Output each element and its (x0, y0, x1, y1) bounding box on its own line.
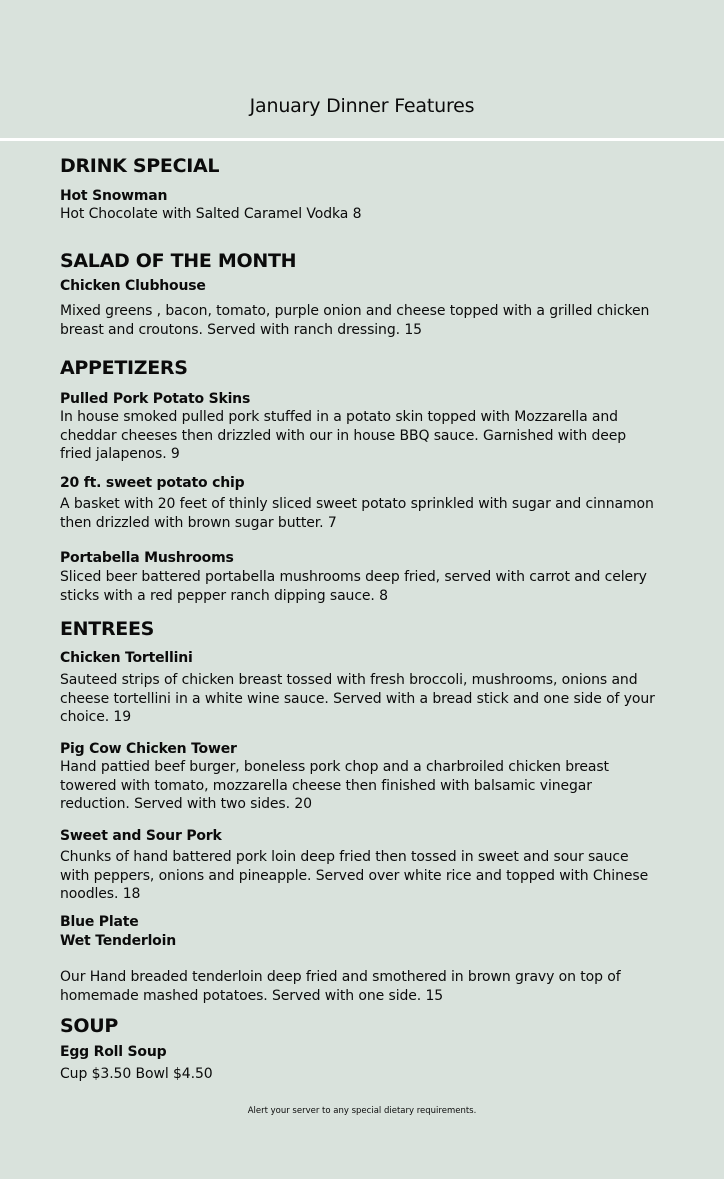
item-name-pig-cow-chicken: Pig Cow Chicken Tower (60, 741, 237, 757)
item-desc-pig-cow-chicken: Hand pattied beef burger, boneless pork chop and a charbroiled chicken breast towered with tomato, mozzarella cheese then finished with balsamic vinegar reduction. Served with two sides. 20 (60, 759, 609, 812)
item-name-chicken-clubhouse: Chicken Clubhouse (60, 278, 206, 294)
item-name-chicken-tortellini: Chicken Tortellini (60, 650, 193, 666)
menu-title: January Dinner Features (249, 95, 475, 117)
item-name-hot-snowman: Hot Snowman (60, 188, 168, 204)
item-desc-portabella: Sliced beer battered portabella mushrooms deep fried, served with carrot and celery sticks with a red pepper ranch dipping sauce. 8 (60, 569, 647, 604)
section-heading-appetizers: APPETIZERS (60, 357, 188, 379)
item-desc-sweet-sour-pork: Chunks of hand battered pork loin deep fried then tossed in sweet and sour sauce with peppers, onions and pineapple. Served over white rice and topped with Chinese noodles. 18 (60, 849, 649, 902)
section-heading-salad: SALAD OF THE MONTH (60, 250, 297, 272)
item-desc-hot-snowman: Hot Chocolate with Salted Caramel Vodka 8 (60, 206, 362, 222)
item-name-sweet-sour-pork: Sweet and Sour Pork (60, 828, 222, 844)
item-subname-wet-tenderloin: Wet Tenderloin (60, 933, 176, 949)
item-desc-egg-roll-soup: Cup $3.50 Bowl $4.50 (60, 1066, 213, 1082)
item-name-pulled-pork-skins: Pulled Pork Potato Skins (60, 391, 251, 407)
item-desc-wet-tenderloin: Our Hand breaded tenderloin deep fried and smothered in brown gravy on top of homemade mashed potatoes. Served with one side. 15 (60, 969, 621, 1004)
section-heading-soup: SOUP (60, 1015, 118, 1037)
item-desc-sweet-potato-chip: A basket with 20 feet of thinly sliced sweet potato sprinkled with sugar and cinnamon then drizzled with brown sugar butter. 7 (60, 496, 654, 531)
item-name-sweet-potato-chip: 20 ft. sweet potato chip (60, 475, 245, 491)
item-desc-chicken-clubhouse: Mixed greens , bacon, tomato, purple onion and cheese topped with a grilled chicken breast and croutons. Served with ranch dressing. 15 (60, 303, 650, 338)
dietary-note: Alert your server to any special dietary requirements. (247, 1106, 477, 1116)
item-desc-pulled-pork-skins: In house smoked pulled pork stuffed in a potato skin topped with Mozzarella and cheddar cheeses then drizzled with our in house BBQ sauce. Garnished with deep fried jalapenos. 9 (60, 409, 627, 462)
section-heading-entrees: ENTREES (60, 618, 155, 640)
item-name-portabella: Portabella Mushrooms (60, 550, 234, 566)
section-heading-drink: DRINK SPECIAL (60, 155, 220, 177)
item-name-blue-plate: Blue Plate (60, 914, 139, 930)
item-desc-chicken-tortellini: Sauteed strips of chicken breast tossed with fresh broccoli, mushrooms, onions and cheese tortellini in a white wine sauce. Served with a bread stick and one side of your choice. 19 (60, 672, 655, 725)
item-name-egg-roll-soup: Egg Roll Soup (60, 1044, 167, 1060)
header-divider (0, 138, 724, 141)
